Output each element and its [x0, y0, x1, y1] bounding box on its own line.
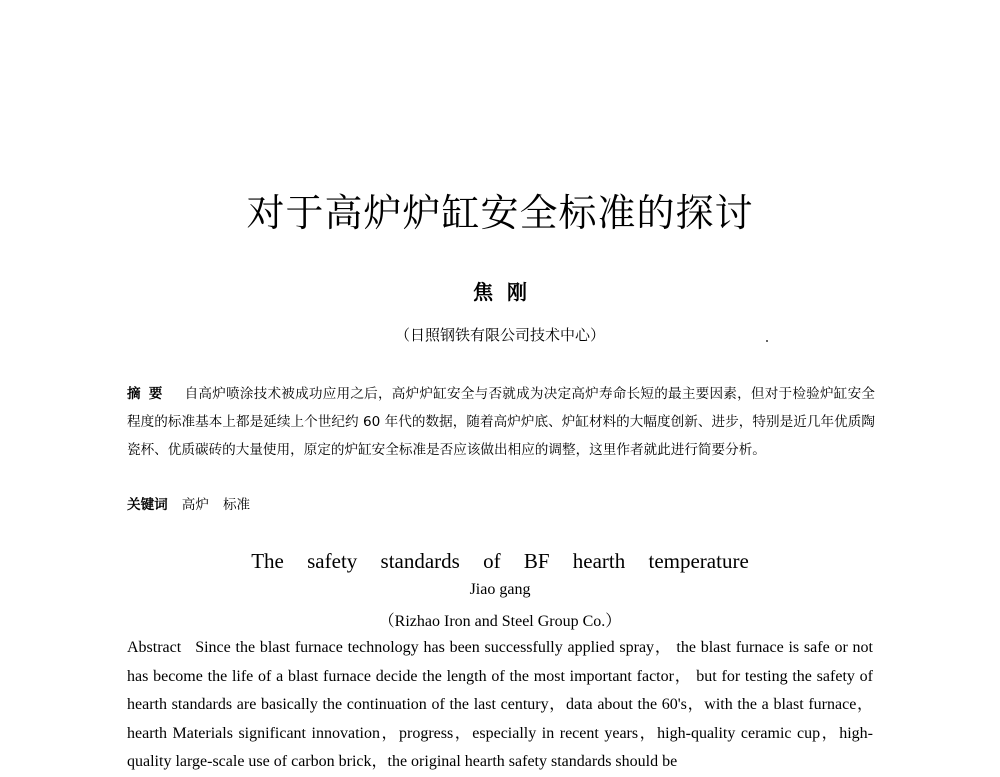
author-name-en: Jiao gang: [469, 581, 531, 598]
paper-title-en: The safety standards of BF hearth temperature: [251, 549, 749, 573]
scan-speck: [766, 340, 768, 342]
abstract-text-cn: 自高炉喷涂技术被成功应用之后，高炉炉缸安全与否就成为决定高炉寿命长短的最主要因素，但对于检验炉缸安全程度的标准基本上都是延续上个世纪约 60 年代的数据，随着高炉炉底、炉缸材料的大幅度创新、进步，特别是近几年优质陶瓷杯、优质碳砖的大量使用，原定的炉缸安全标准是否应该做出相应的调整，这里作者就此进行简要分析。: [127, 386, 875, 458]
keyword-term: 标准: [222, 497, 251, 513]
abstract-cn: [127, 380, 875, 464]
author-name-cn: 焦 刚: [473, 280, 527, 304]
abstract-text-en: Since the blast furnace technology has been successfully applied spray， the blast furnace is safe or not has become the life of a blast furnace decide the length of the most important factor， but for testing the safety of hearth standards are basically the continuation of the last century，data about the 60's，with the a blast furnace，hearth Materials significant innovation，progress，especially in recent years，high-quality ceramic cup，high-quality large-scale use of carbon brick，the original hearth safety standards should be: [127, 639, 874, 770]
affiliation-en: （Rizhao Iron and Steel Group Co.）: [378, 613, 622, 630]
keywords-cn: [127, 493, 264, 513]
affiliation-cn: （日照钢铁有限公司技术中心）: [394, 326, 605, 344]
keywords-label-cn: 关键词: [127, 497, 168, 513]
abstract-label-cn: 摘要: [127, 386, 171, 402]
abstract-en: [127, 634, 873, 777]
keyword-term: 高炉: [181, 497, 209, 513]
paper-title-cn: 对于高炉炉缸安全标准的探讨: [246, 191, 754, 235]
abstract-label-en: Abstract: [127, 639, 182, 656]
